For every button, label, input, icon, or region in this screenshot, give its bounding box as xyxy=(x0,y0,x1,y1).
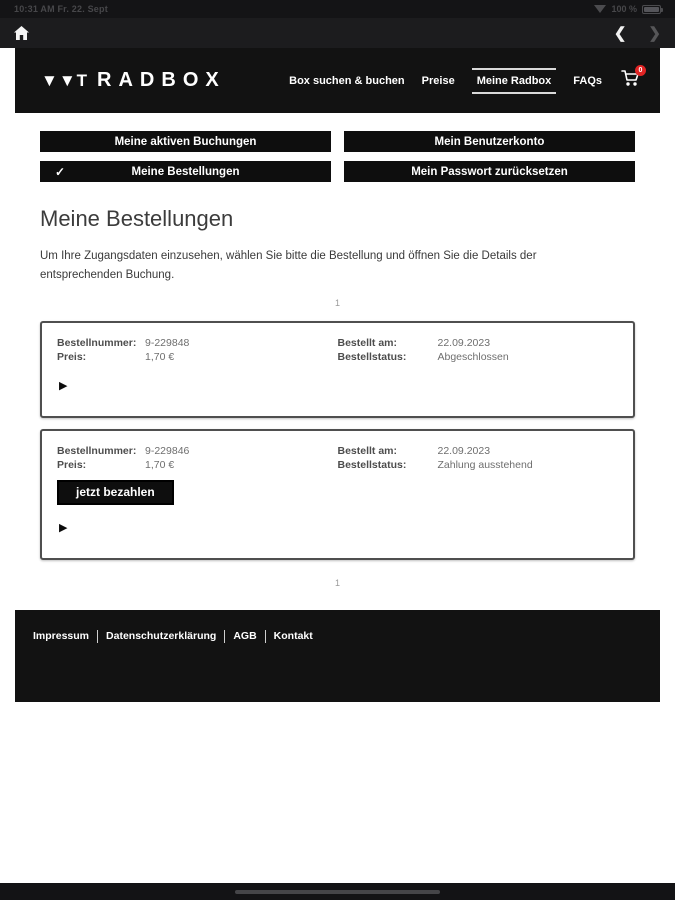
browser-toolbar xyxy=(0,18,675,48)
order-number-value: 9-229846 xyxy=(145,444,190,457)
ordered-at-value: 22.09.2023 xyxy=(437,444,491,457)
check-icon: ✓ xyxy=(55,164,66,179)
pagination-top[interactable]: 1 xyxy=(334,297,340,308)
page-title: Meine Bestellungen xyxy=(40,206,234,231)
menu-button-label: Meine Bestellungen xyxy=(131,165,240,178)
ordered-at-value: 22.09.2023 xyxy=(437,336,491,349)
pay-now-button[interactable]: jetzt bezahlen xyxy=(57,480,174,505)
home-button[interactable] xyxy=(14,26,29,40)
order-number-value: 9-229848 xyxy=(145,336,190,349)
order-card xyxy=(40,321,635,418)
battery-icon xyxy=(642,5,661,14)
system-bottom-bar xyxy=(0,883,675,900)
footer-link-divider xyxy=(224,630,225,643)
menu-button-aktive-buchungen[interactable] xyxy=(40,131,331,152)
status-time: 10:31 AM Fr. 22. Sept xyxy=(14,4,108,14)
footer-link-datenschutzerklaerung[interactable]: Datenschutzerklärung xyxy=(106,630,217,643)
pagination-bottom[interactable]: 1 xyxy=(334,577,340,588)
expand-toggle triangle-right-icon[interactable]: ▶ xyxy=(59,379,68,392)
price-value: 1,70 € xyxy=(145,458,175,471)
nav-item-preise[interactable]: Preise xyxy=(421,74,455,87)
price-label: Preis: xyxy=(57,458,87,471)
nav-item-meine-radbox[interactable]: Meine Radbox xyxy=(472,68,557,94)
intro-text: Um Ihre Zugangsdaten einzusehen, wählen Sie bitte die Bestellung und öffnen Sie die Details der entsprechenden Buchung. xyxy=(40,250,537,281)
order-status-label: Bestellstatus: xyxy=(337,458,407,471)
site-footer xyxy=(15,610,660,702)
menu-button-bestellungen[interactable] xyxy=(40,161,331,182)
ordered-at-label: Bestellt am: xyxy=(337,444,398,457)
home-indicator[interactable] xyxy=(235,890,440,894)
nav-item-faqs[interactable]: FAQs xyxy=(573,74,602,87)
order-card xyxy=(40,429,635,560)
cart-button[interactable] xyxy=(621,66,643,92)
cart-badge: 0 xyxy=(635,65,646,76)
expand-toggle triangle-right-icon[interactable]: ▶ xyxy=(59,521,68,534)
forward-button chevron-right-icon: ❯ xyxy=(648,25,661,42)
logo-text: RADBOX xyxy=(97,69,226,91)
footer-link-divider xyxy=(265,630,266,643)
menu-button-label: Mein Benutzerkonto xyxy=(434,135,545,148)
price-label: Preis: xyxy=(57,350,87,363)
menu-button-label: Mein Passwort zurücksetzen xyxy=(411,165,568,178)
nav-item-box-suchen-buchen[interactable]: Box suchen & buchen xyxy=(289,74,405,87)
footer-link-agb[interactable]: AGB xyxy=(233,630,257,643)
back-button chevron-left-icon[interactable]: ❮ xyxy=(613,25,627,42)
price-value: 1,70 € xyxy=(145,350,175,363)
vvt-radbox-logo[interactable] xyxy=(41,69,226,92)
footer-link-impressum[interactable]: Impressum xyxy=(33,630,90,643)
order-status-value: Zahlung ausstehend xyxy=(437,458,533,471)
order-status-label: Bestellstatus: xyxy=(337,350,407,363)
status-bar xyxy=(0,0,675,18)
wifi-icon xyxy=(594,5,606,13)
site-header xyxy=(15,48,660,113)
order-status-value: Abgeschlossen xyxy=(437,350,509,363)
menu-button-label: Meine aktiven Buchungen xyxy=(114,135,257,148)
footer-link-kontakt[interactable]: Kontakt xyxy=(273,630,313,643)
order-number-label: Bestellnummer: xyxy=(57,444,137,457)
vvt-logo-mark: ▼▼T xyxy=(41,71,89,90)
menu-button-passwort-zuruecksetzen[interactable] xyxy=(344,161,635,182)
main-nav xyxy=(289,66,643,94)
home-icon xyxy=(14,26,29,40)
order-number-label: Bestellnummer: xyxy=(57,336,137,349)
menu-button-benutzerkonto[interactable] xyxy=(344,131,635,152)
account-menu xyxy=(40,131,635,182)
battery-percent: 100 % xyxy=(611,4,637,14)
ordered-at-label: Bestellt am: xyxy=(337,336,398,349)
footer-link-divider xyxy=(97,630,98,643)
